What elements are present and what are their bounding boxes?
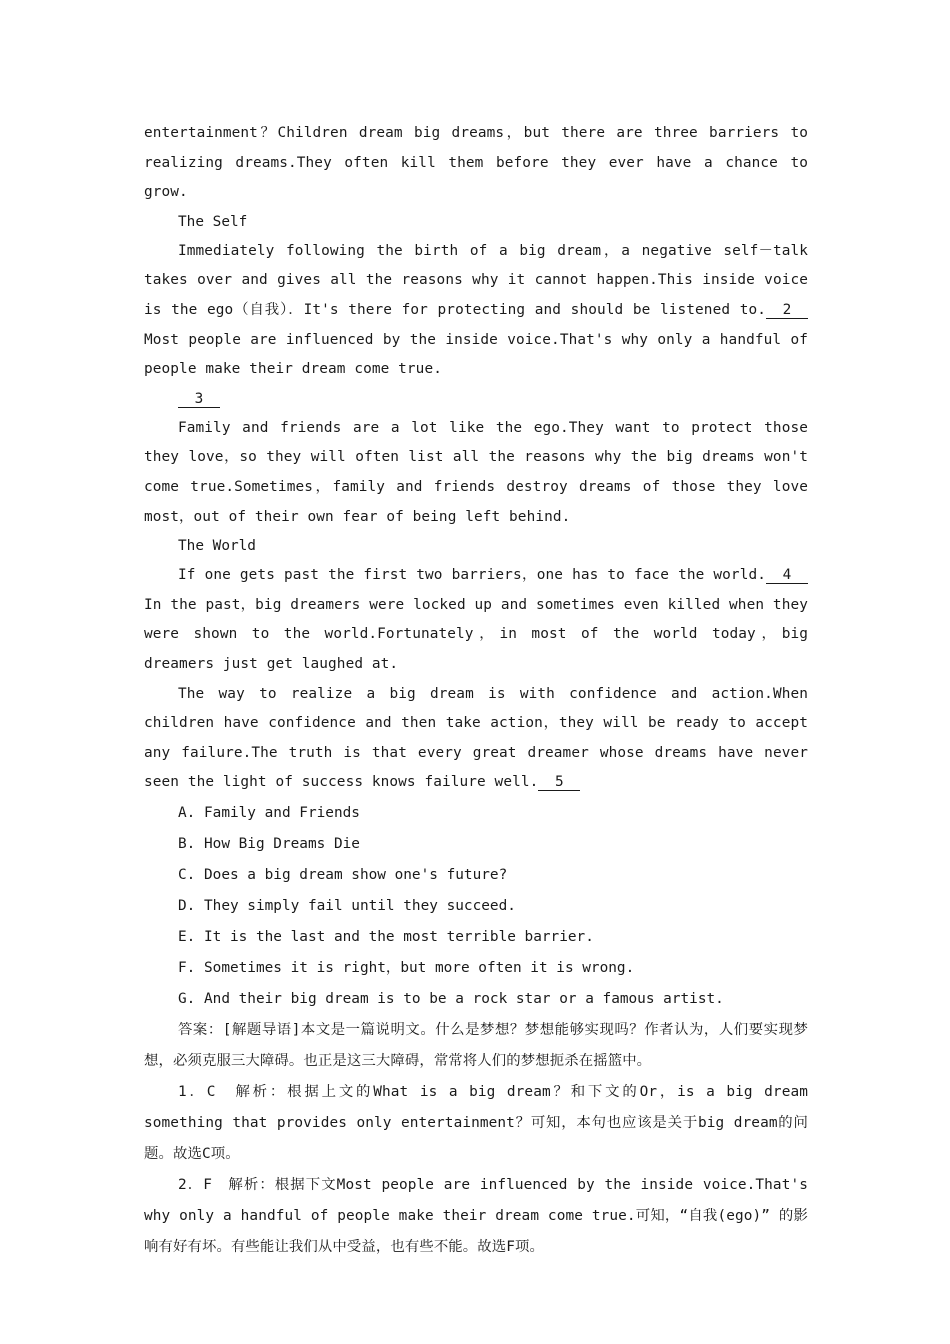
paragraph-5-text: The way to realize a big dream is with confidence and action.When children have confidence and then take action，they will be ready to accept any failure.The truth is that every great dreamer whose dreams have never seen the light of success knows failure well.	[144, 685, 808, 791]
blank-2: 2	[766, 302, 808, 319]
option-g: G. And their big dream is to be a rock star or a famous artist.	[178, 990, 724, 1007]
section-heading-self: The Self	[178, 213, 248, 230]
option-c: C. Does a big dream show one's future?	[178, 866, 508, 883]
section-heading-world: The World	[178, 538, 256, 555]
option-d: D. They simply fail until they succeed.	[178, 897, 516, 914]
option-f: F. Sometimes it is right，but more often it is wrong.	[178, 959, 635, 976]
paragraph-2-text-after: Most people are influenced by the inside voice.That's why only a handful of people make their dream come true.	[144, 331, 808, 378]
passage-paragraph-4	[144, 561, 808, 679]
option-list	[144, 798, 808, 1015]
passage-paragraph-1: entertainment？Children dream big dreams，but there are three barriers to realizing dreams.They often kill them before they ever have a chance to grow.	[144, 125, 808, 201]
option-a: A. Family and Friends	[178, 804, 360, 821]
blank-4: 4	[766, 567, 808, 584]
answer-explanation-1: 1．C 解析：根据上文的What is a big dream？和下文的Or，is a big dream something that provides only entertainment？可知，本句也应该是关于big dream的问题。故选C项。	[144, 1083, 808, 1162]
paragraph-2-text-before: Immediately following the birth of a big dream，a negative self－talk takes over and gives all the reasons why it cannot happen.This inside voice is the ego（自我）．It's there for protecting and should be listened to.	[144, 242, 808, 318]
document-page	[144, 119, 808, 1263]
blank-3: 3	[178, 391, 220, 408]
paragraph-4-text-after: In the past，big dreamers were locked up and sometimes even killed when they were shown to the world.Fortunately，in most of the world today，big dreamers just get laughed at.	[144, 596, 808, 672]
passage-paragraph-2	[144, 237, 808, 385]
passage-paragraph-5	[144, 680, 808, 798]
blank-3-line	[144, 385, 808, 414]
blank-5: 5	[538, 774, 580, 791]
answer-intro: 答案：[解题导语]本文是一篇说明文。什么是梦想？梦想能够实现吗？作者认为，人们要实现梦想，必须克服三大障碍。也正是这三大障碍，常常将人们的梦想扼杀在摇篮中。	[144, 1021, 808, 1069]
passage-paragraph-3: Family and friends are a lot like the ego.They want to protect those they love，so they will often list all the reasons why the big dreams won't come true.Sometimes，family and friends destroy dreams of those they love most，out of their own fear of being left behind.	[144, 419, 808, 525]
answer-explanation-2: 2．F 解析：根据下文Most people are influenced by the inside voice.That's why only a handful of people make their dream come true.可知，“自我(ego)” 的影响有好有坏。有些能让我们从中受益，也有些不能。故选F项。	[144, 1176, 808, 1255]
answer-section	[144, 1015, 808, 1263]
paragraph-4-text-before: If one gets past the first two barriers，one has to face the world.	[178, 567, 766, 584]
option-b: B. How Big Dreams Die	[178, 835, 360, 852]
option-e: E. It is the last and the most terrible barrier.	[178, 928, 594, 945]
